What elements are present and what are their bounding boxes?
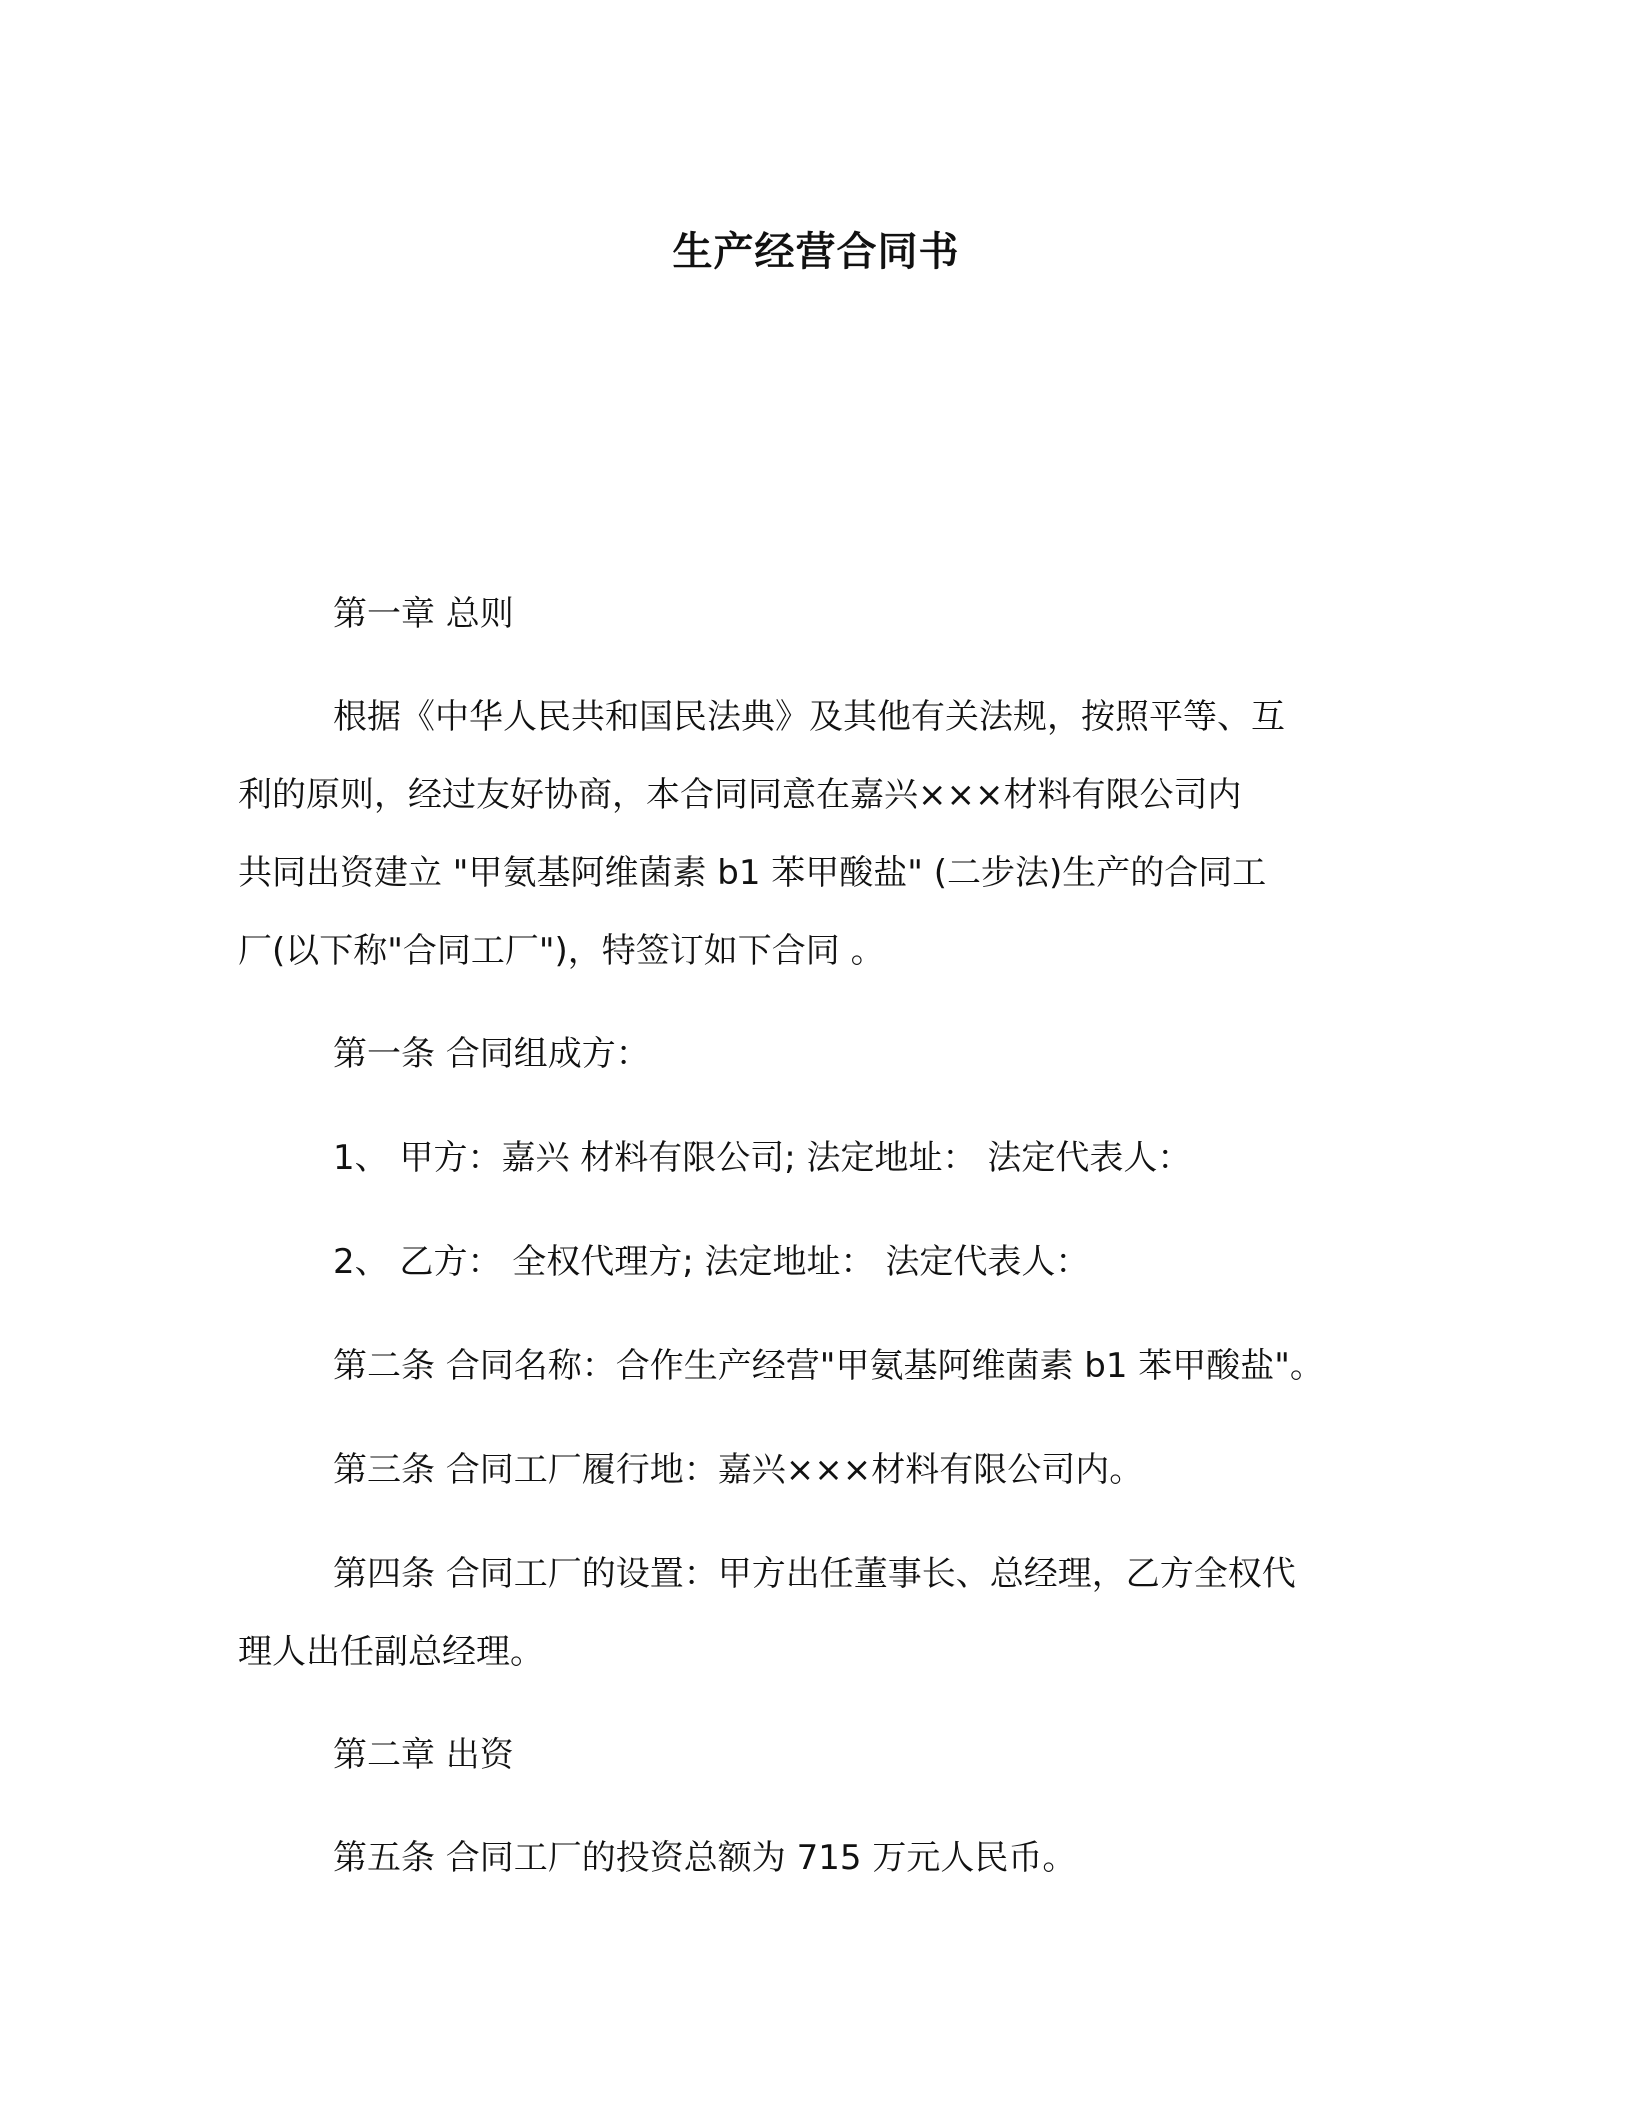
preamble-line-4: 厂(以下称"合同工厂")，特签订如下合同 。 xyxy=(238,931,885,971)
article-2: 第二条 合同名称：合作生产经营"甲氨基阿维菌素 b1 苯甲酸盐"。 xyxy=(333,1346,1324,1386)
article-5: 第五条 合同工厂的投资总额为 715 万元人民币。 xyxy=(333,1838,1077,1878)
chapter-2-heading: 第二章 出资 xyxy=(333,1735,514,1775)
article-3: 第三条 合同工厂履行地：嘉兴×××材料有限公司内。 xyxy=(333,1450,1144,1490)
preamble-line-2: 利的原则，经过友好协商，本合同同意在嘉兴×××材料有限公司内 xyxy=(238,775,1242,815)
article-4-line-1: 第四条 合同工厂的设置：甲方出任董事长、总经理，乙方全权代 xyxy=(333,1554,1296,1594)
article-1: 第一条 合同组成方： xyxy=(333,1034,650,1074)
party-b: 2、 乙方： 全权代理方; 法定地址： 法定代表人： xyxy=(333,1242,1090,1282)
article-4-line-2: 理人出任副总经理。 xyxy=(238,1632,544,1672)
chapter-1-heading: 第一章 总则 xyxy=(333,594,514,634)
party-a: 1、 甲方：嘉兴 材料有限公司; 法定地址： 法定代表人： xyxy=(333,1138,1192,1178)
preamble-line-3: 共同出资建立 "甲氨基阿维菌素 b1 苯甲酸盐" (二步法)生产的合同工 xyxy=(238,853,1267,893)
document-title: 生产经营合同书 xyxy=(672,229,960,275)
preamble-line-1: 根据《中华人民共和国民法典》及其他有关法规，按照平等、互 xyxy=(333,697,1285,737)
